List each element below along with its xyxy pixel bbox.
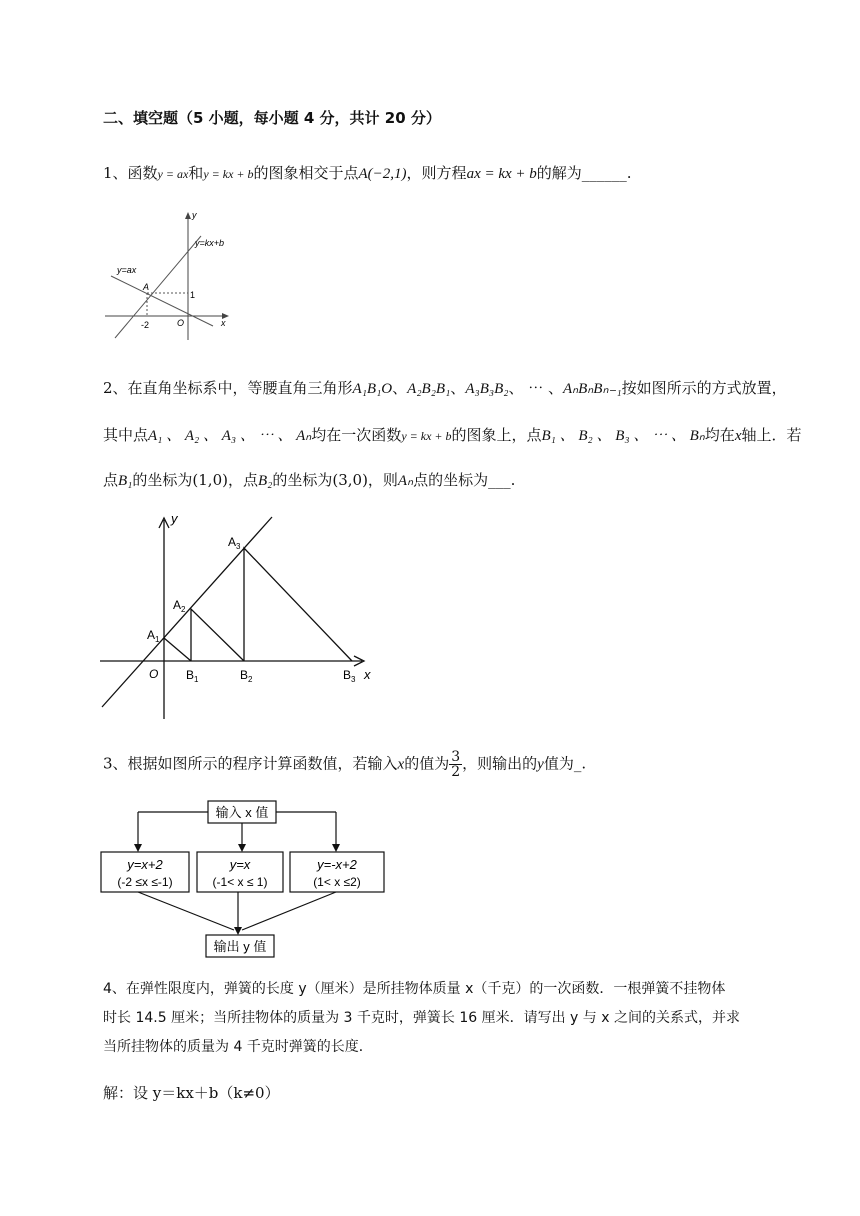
q2-tri-3: A₃B₃B₂ (465, 381, 509, 397)
q1-x-label: x (221, 318, 226, 328)
q2-text-4: 均在一次函数 (311, 426, 402, 444)
q2-text-1: 2、在直角坐标系中，等腰直角三角形 (103, 379, 353, 397)
q1-figure (103, 208, 238, 343)
q1-equation: ax = kx + b (466, 166, 537, 182)
q2-tri-1: A₁B₁O (352, 381, 393, 397)
q2-label-a1: $A_1$ (147, 628, 160, 644)
q3-flowchart (98, 797, 393, 962)
section-title: 二、填空题（5 小题，每小题 4 分，共计 20 分） (103, 109, 441, 127)
q3-prefix: 3、根据如图所示的程序计算函数值，若输入 (103, 754, 398, 773)
q2-points-a: A₁ 、 A₂ 、 A₃ 、 ⋯ 、 Aₙ (148, 428, 312, 444)
q2-figure (100, 512, 385, 722)
q3-x-var: x (397, 756, 405, 773)
q2-an: Aₙ (397, 473, 414, 489)
q2-sep-1: 、 (392, 379, 408, 397)
q1-point-a-label: A (143, 282, 150, 292)
flow-box-1-range: (-2 ≤x ≤-1) (117, 875, 173, 889)
q3-y-var: y (537, 756, 544, 773)
q2-func: y = kx + b (401, 429, 452, 443)
q2-text-7: 轴上．若 (741, 426, 802, 444)
q2-origin: O (149, 667, 159, 681)
flow-arrow-right-icon (332, 844, 340, 852)
q2-x-var: x (734, 428, 742, 444)
question-2-line-2 (103, 425, 802, 446)
flow-box-3-range: (1< x ≤2) (313, 875, 361, 889)
q2-text-6: 均在 (704, 426, 735, 444)
q1-mid2: ，则方程 (406, 164, 467, 182)
q1-tick-y: 1 (190, 290, 196, 300)
q1-func-1: y = ax (157, 167, 189, 181)
q2-b2: B₂ (257, 473, 273, 489)
flow-box-3-func: y=-x+2 (317, 857, 357, 872)
q2-points-b: B₁ 、 B₂ 、 B₃ 、 ⋯ 、 Bₙ (541, 428, 705, 444)
flow-arrow-mid-icon (238, 844, 246, 852)
q2-text-8: 点 (103, 471, 119, 489)
q2-y-label: y (171, 512, 178, 526)
q2-tri-2: A₂B₂B₁ (407, 381, 451, 397)
q1-line-kx-b-label: y=kx+b (195, 238, 225, 248)
q3-fraction (449, 750, 462, 779)
q2-sep-3: 、 ⋯ 、 (508, 379, 563, 397)
q1-y-arrow-icon (185, 212, 191, 219)
q1-line-ax-label: y=ax (117, 265, 137, 275)
q2-text-9: 的坐标为(1,0)，点 (132, 471, 258, 489)
q2-text-5: 的图象上，点 (451, 426, 542, 444)
q2-tri-3 (244, 548, 352, 661)
solution-line: 解：设 y＝kx＋b（k≠0） (103, 1084, 280, 1102)
q2-label-a3: $A_3$ (228, 535, 241, 551)
q1-and: 和 (188, 164, 204, 182)
q2-label-a2: $A_2$ (173, 598, 186, 614)
flow-arrow-output-icon (234, 927, 242, 935)
q1-point: A(−2,1) (358, 166, 407, 182)
q1-prefix: 1、函数 (103, 164, 158, 182)
q2-text-11: 点的坐标为___. (413, 471, 516, 489)
q2-tri-n: AₙBₙBₙ₋₁ (563, 381, 622, 397)
q3-mid2: ，则输出的 (462, 754, 538, 773)
flow-merge-left (138, 892, 234, 930)
question-2-line-3 (103, 470, 515, 491)
q3-frac-den: 2 (451, 764, 461, 780)
q2-sep-2: 、 (450, 379, 466, 397)
q2-label-b2: $B_2$ (240, 668, 253, 684)
q1-line-ax (111, 276, 213, 326)
q2-x-label: x (364, 667, 371, 682)
q3-suffix: 值为_. (543, 754, 587, 773)
q2-label-b3: $B_3$ (343, 668, 356, 684)
q1-origin: O (177, 318, 185, 328)
flow-box-2-func: y=x (229, 857, 251, 872)
question-2-line-1 (103, 378, 787, 399)
flow-output-label: 输出 y 值 (213, 939, 267, 954)
question-4-line-1: 4、在弹性限度内，弹簧的长度 y（厘米）是所挂物体质量 x（千克）的一次函数．一根弹簧不挂物体 (103, 981, 726, 997)
flow-input-label: 输入 x 值 (215, 805, 269, 820)
q2-tri-1-edge (164, 638, 191, 661)
question-3-text (103, 750, 586, 779)
q1-func-2: y = kx + b (203, 167, 254, 181)
question-1-text (103, 163, 632, 184)
q2-text-10: 的坐标为(3,0)，则 (272, 471, 398, 489)
q1-suffix: 的解为______. (536, 164, 632, 182)
q1-y-label: y (192, 210, 197, 220)
flow-box-2-range: (-1< x ≤ 1) (212, 875, 268, 889)
q3-frac-num: 3 (451, 749, 461, 765)
q2-text-2: 按如图所示的方式放置， (621, 379, 787, 397)
flow-box-1-func: y=x+2 (127, 857, 163, 872)
q3-mid: 的值为 (404, 754, 450, 773)
q2-b1: B₁ (118, 473, 133, 489)
q1-tick-x: -2 (141, 320, 150, 330)
flow-merge-right (242, 892, 336, 930)
question-4-line-2: 时长 14.5 厘米；当所挂物体的质量为 3 千克时，弹簧长 16 厘米．请写出 y 与 x 之间的关系式，并求 (103, 1010, 740, 1026)
flow-arrow-left-icon (134, 844, 142, 852)
q2-label-b1: $B_1$ (186, 668, 199, 684)
question-4-line-3: 当所挂物体的质量为 4 千克时弹簧的长度． (103, 1039, 373, 1055)
q2-text-3: 其中点 (103, 426, 149, 444)
q1-mid: 的图象相交于点 (253, 164, 359, 182)
q2-tri-2 (191, 609, 244, 661)
